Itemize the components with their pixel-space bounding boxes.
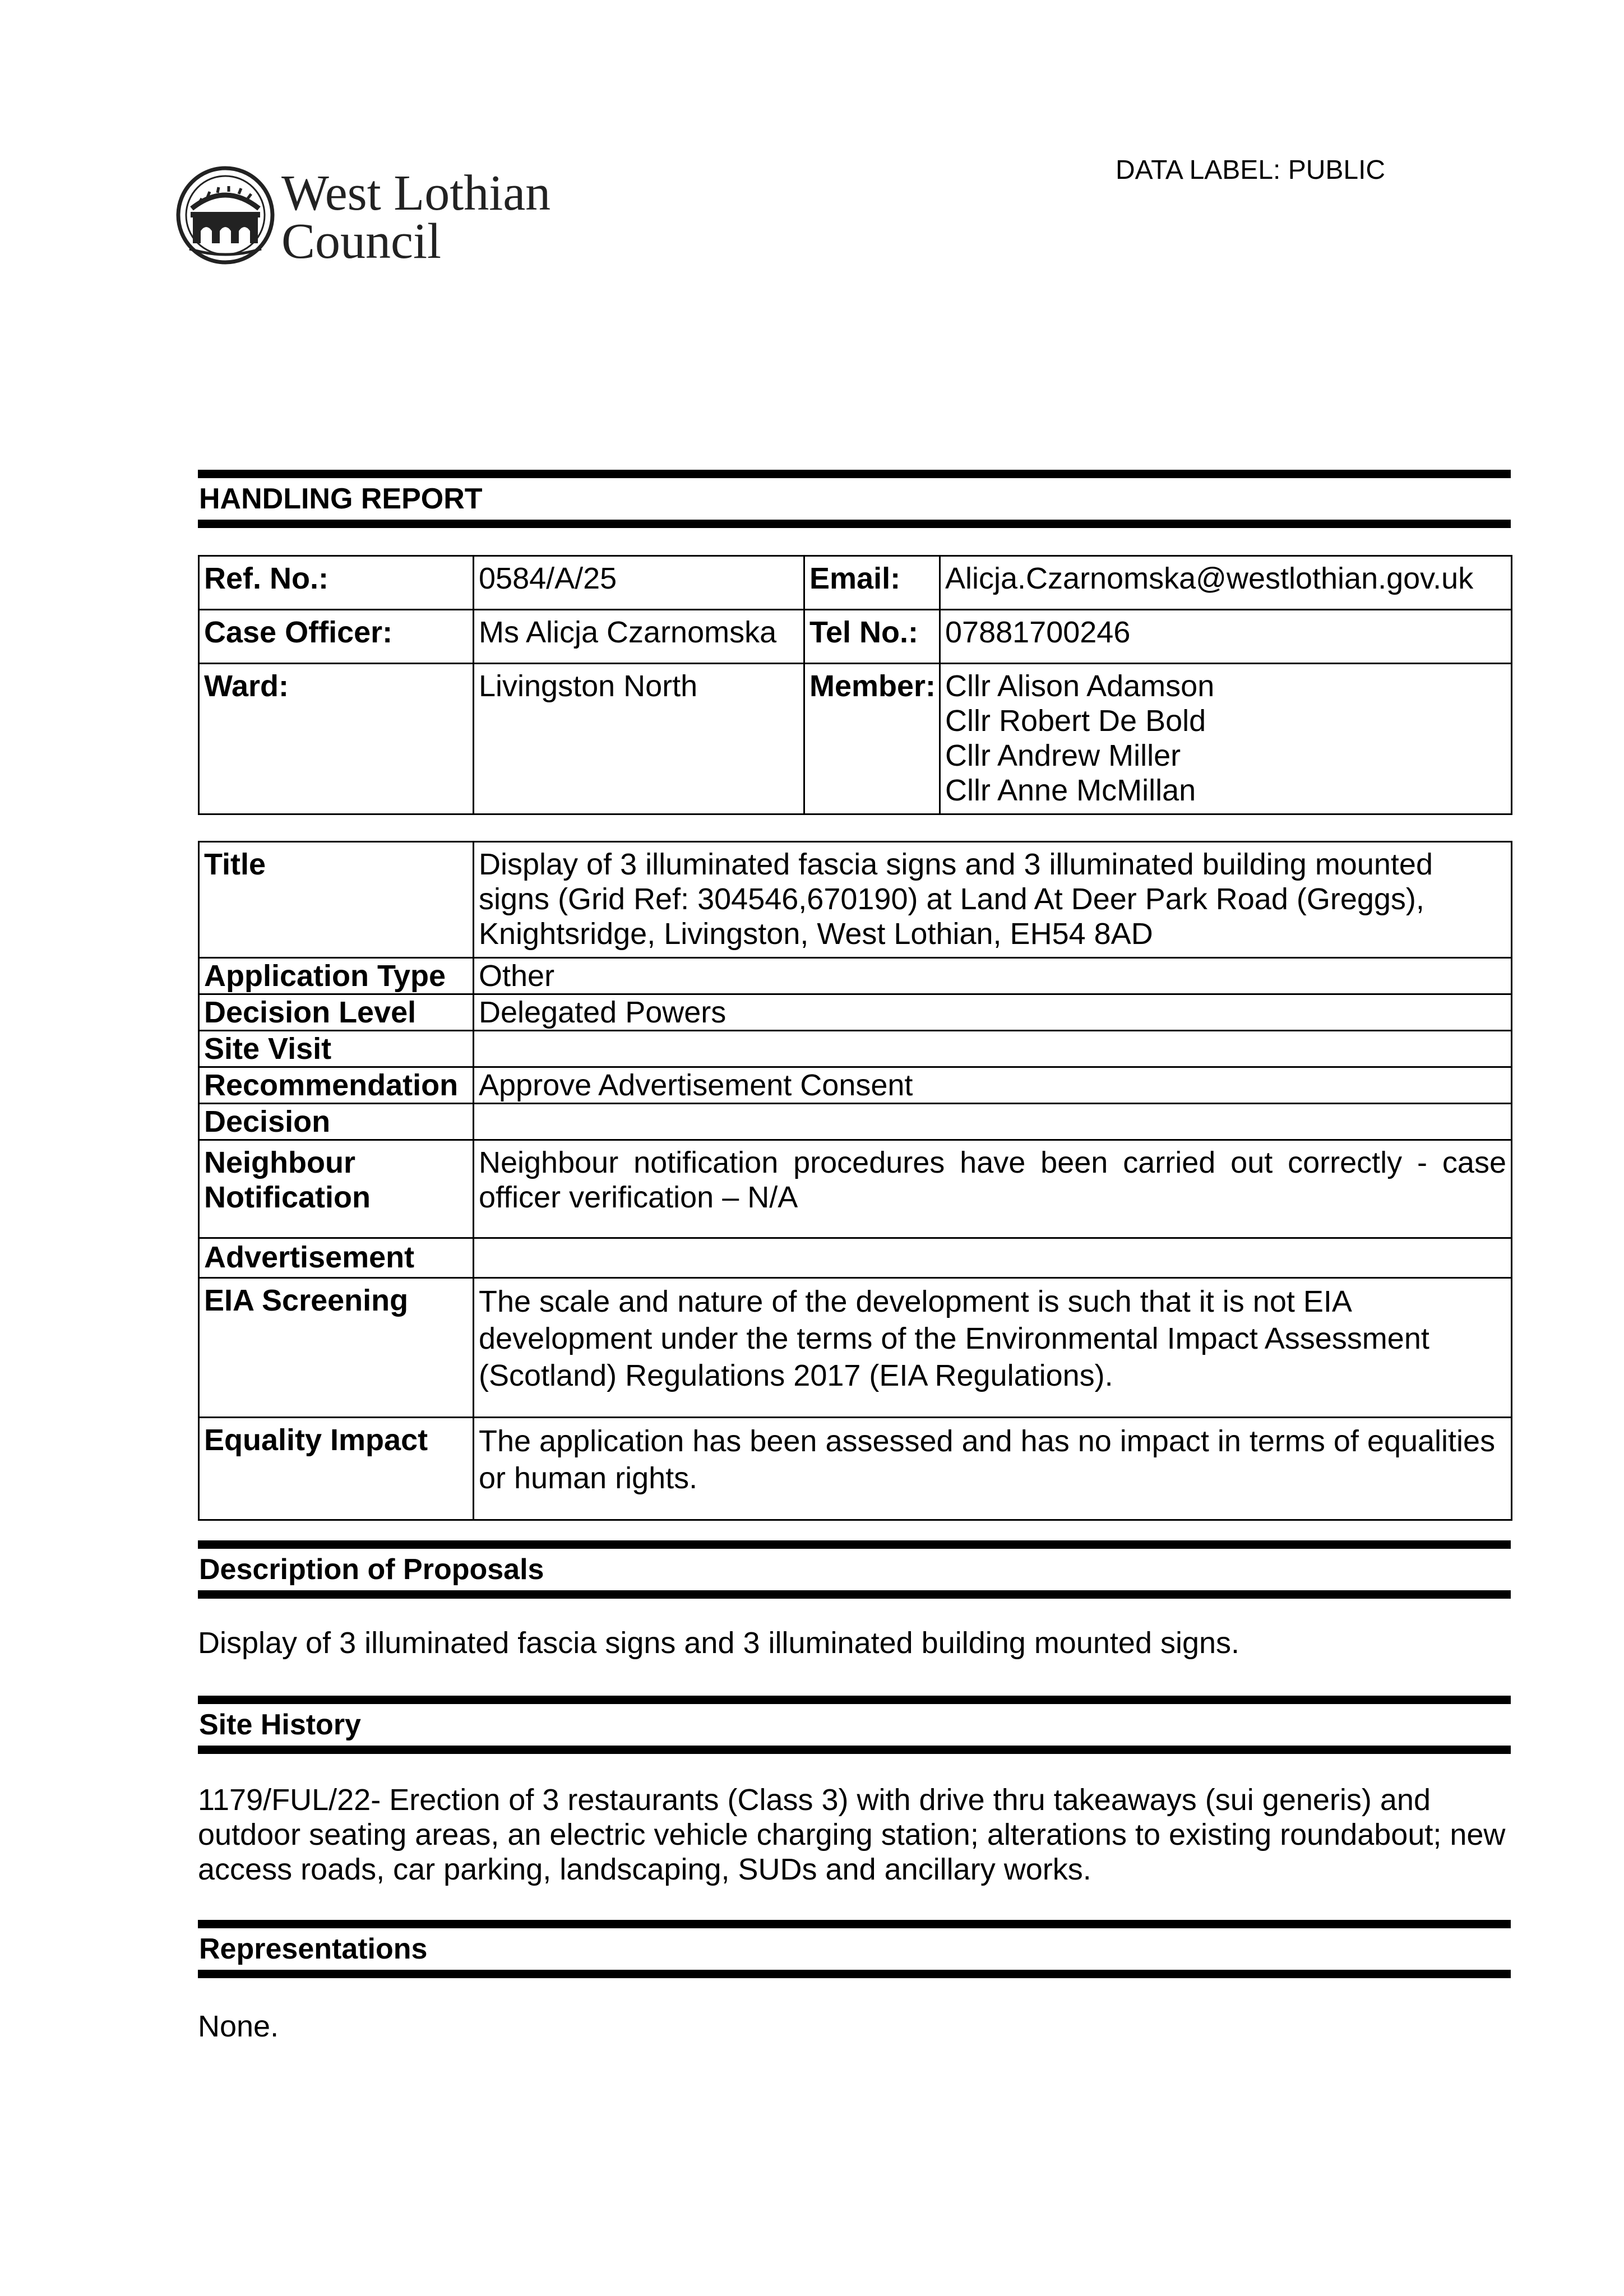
title-value: Display of 3 illuminated fascia signs and 3 illuminated building mounted signs (Grid Ref: 304546,670190) at Land At Deer Park Road (Greggs), Knightsridge, Livingston, West Lothian, EH54 8AD xyxy=(474,842,1512,958)
member-list xyxy=(940,664,1512,814)
neighbour-notification-value: Neighbour notification procedures have been carried out correctly - case officer verification – N/A xyxy=(474,1140,1512,1238)
case-officer-label: Case Officer: xyxy=(199,610,474,664)
neighbour-notification-label: Neighbour Notification xyxy=(199,1140,474,1238)
proposals-heading: Description of Proposals xyxy=(198,1540,1511,1599)
advertisement-label: Advertisement xyxy=(199,1238,474,1278)
site-visit-label: Site Visit xyxy=(199,1031,474,1067)
equality-impact-value: The application has been assessed and has no impact in terms of equalities or human rights. xyxy=(474,1418,1512,1520)
table-row xyxy=(199,842,1512,958)
email-label: Email: xyxy=(804,556,940,610)
table-row xyxy=(199,1067,1512,1104)
email-value: Alicja.Czarnomska@westlothian.gov.uk xyxy=(940,556,1512,610)
site-history-heading: Site History xyxy=(198,1696,1511,1754)
proposals-text: Display of 3 illuminated fascia signs and 3 illuminated building mounted signs. xyxy=(198,1626,1240,1660)
table-row xyxy=(199,556,1512,610)
application-type-label: Application Type xyxy=(199,958,474,994)
eia-screening-value: The scale and nature of the development is such that it is not EIA development under the terms of the Environmental Impact Assessment (Scotland) Regulations 2017 (EIA Regulations). xyxy=(474,1278,1512,1418)
table-row xyxy=(199,1278,1512,1418)
site-history-text: 1179/FUL/22- Erection of 3 restaurants (Class 3) with drive thru takeaways (sui generis) and outdoor seating areas, an electric vehicle charging station; alterations to existing roundabout; new access roads, car parking, landscaping, SUDs and ancillary works. xyxy=(198,1783,1506,1886)
application-type-value: Other xyxy=(474,958,1512,994)
table-row xyxy=(199,1418,1512,1520)
representations-heading: Representations xyxy=(198,1920,1511,1978)
eia-screening-label: EIA Screening xyxy=(199,1278,474,1418)
equality-impact-label: Equality Impact xyxy=(199,1418,474,1520)
member-label: Member: xyxy=(804,664,940,814)
council-logo xyxy=(175,163,556,269)
decision-level-value: Delegated Powers xyxy=(474,994,1512,1031)
table-row xyxy=(199,1031,1512,1067)
representations-text: None. xyxy=(198,2010,279,2043)
decision-level-label: Decision Level xyxy=(199,994,474,1031)
decision-label: Decision xyxy=(199,1104,474,1140)
member-name: Cllr Robert De Bold xyxy=(945,704,1206,738)
recommendation-label: Recommendation xyxy=(199,1067,474,1104)
application-details-table xyxy=(198,841,1512,1521)
viaduct-emblem-icon xyxy=(175,165,276,266)
ref-value: 0584/A/25 xyxy=(474,556,804,610)
recommendation-value: Approve Advertisement Consent xyxy=(474,1067,1512,1104)
member-name: Cllr Andrew Miller xyxy=(945,739,1181,772)
site-visit-value xyxy=(474,1031,1512,1067)
tel-label: Tel No.: xyxy=(804,610,940,664)
title-label: Title xyxy=(199,842,474,958)
council-name: West Lothian Council xyxy=(281,165,551,269)
table-row xyxy=(199,1140,1512,1238)
ward-label: Ward: xyxy=(199,664,474,814)
table-row xyxy=(199,994,1512,1031)
case-officer-value: Ms Alicja Czarnomska xyxy=(474,610,804,664)
ward-value: Livingston North xyxy=(474,664,804,814)
case-info-table xyxy=(198,555,1512,815)
data-label: DATA LABEL: PUBLIC xyxy=(1116,155,1386,185)
table-row xyxy=(199,1238,1512,1278)
table-row xyxy=(199,664,1512,814)
table-row xyxy=(199,958,1512,994)
table-row xyxy=(199,1104,1512,1140)
member-name: Cllr Anne McMillan xyxy=(945,774,1196,807)
report-heading xyxy=(198,470,1511,528)
decision-value xyxy=(474,1104,1512,1140)
report-title: HANDLING REPORT xyxy=(199,483,483,515)
ref-label: Ref. No.: xyxy=(199,556,474,610)
member-name: Cllr Alison Adamson xyxy=(945,669,1215,703)
table-row xyxy=(199,610,1512,664)
advertisement-value xyxy=(474,1238,1512,1278)
tel-value: 07881700246 xyxy=(940,610,1512,664)
